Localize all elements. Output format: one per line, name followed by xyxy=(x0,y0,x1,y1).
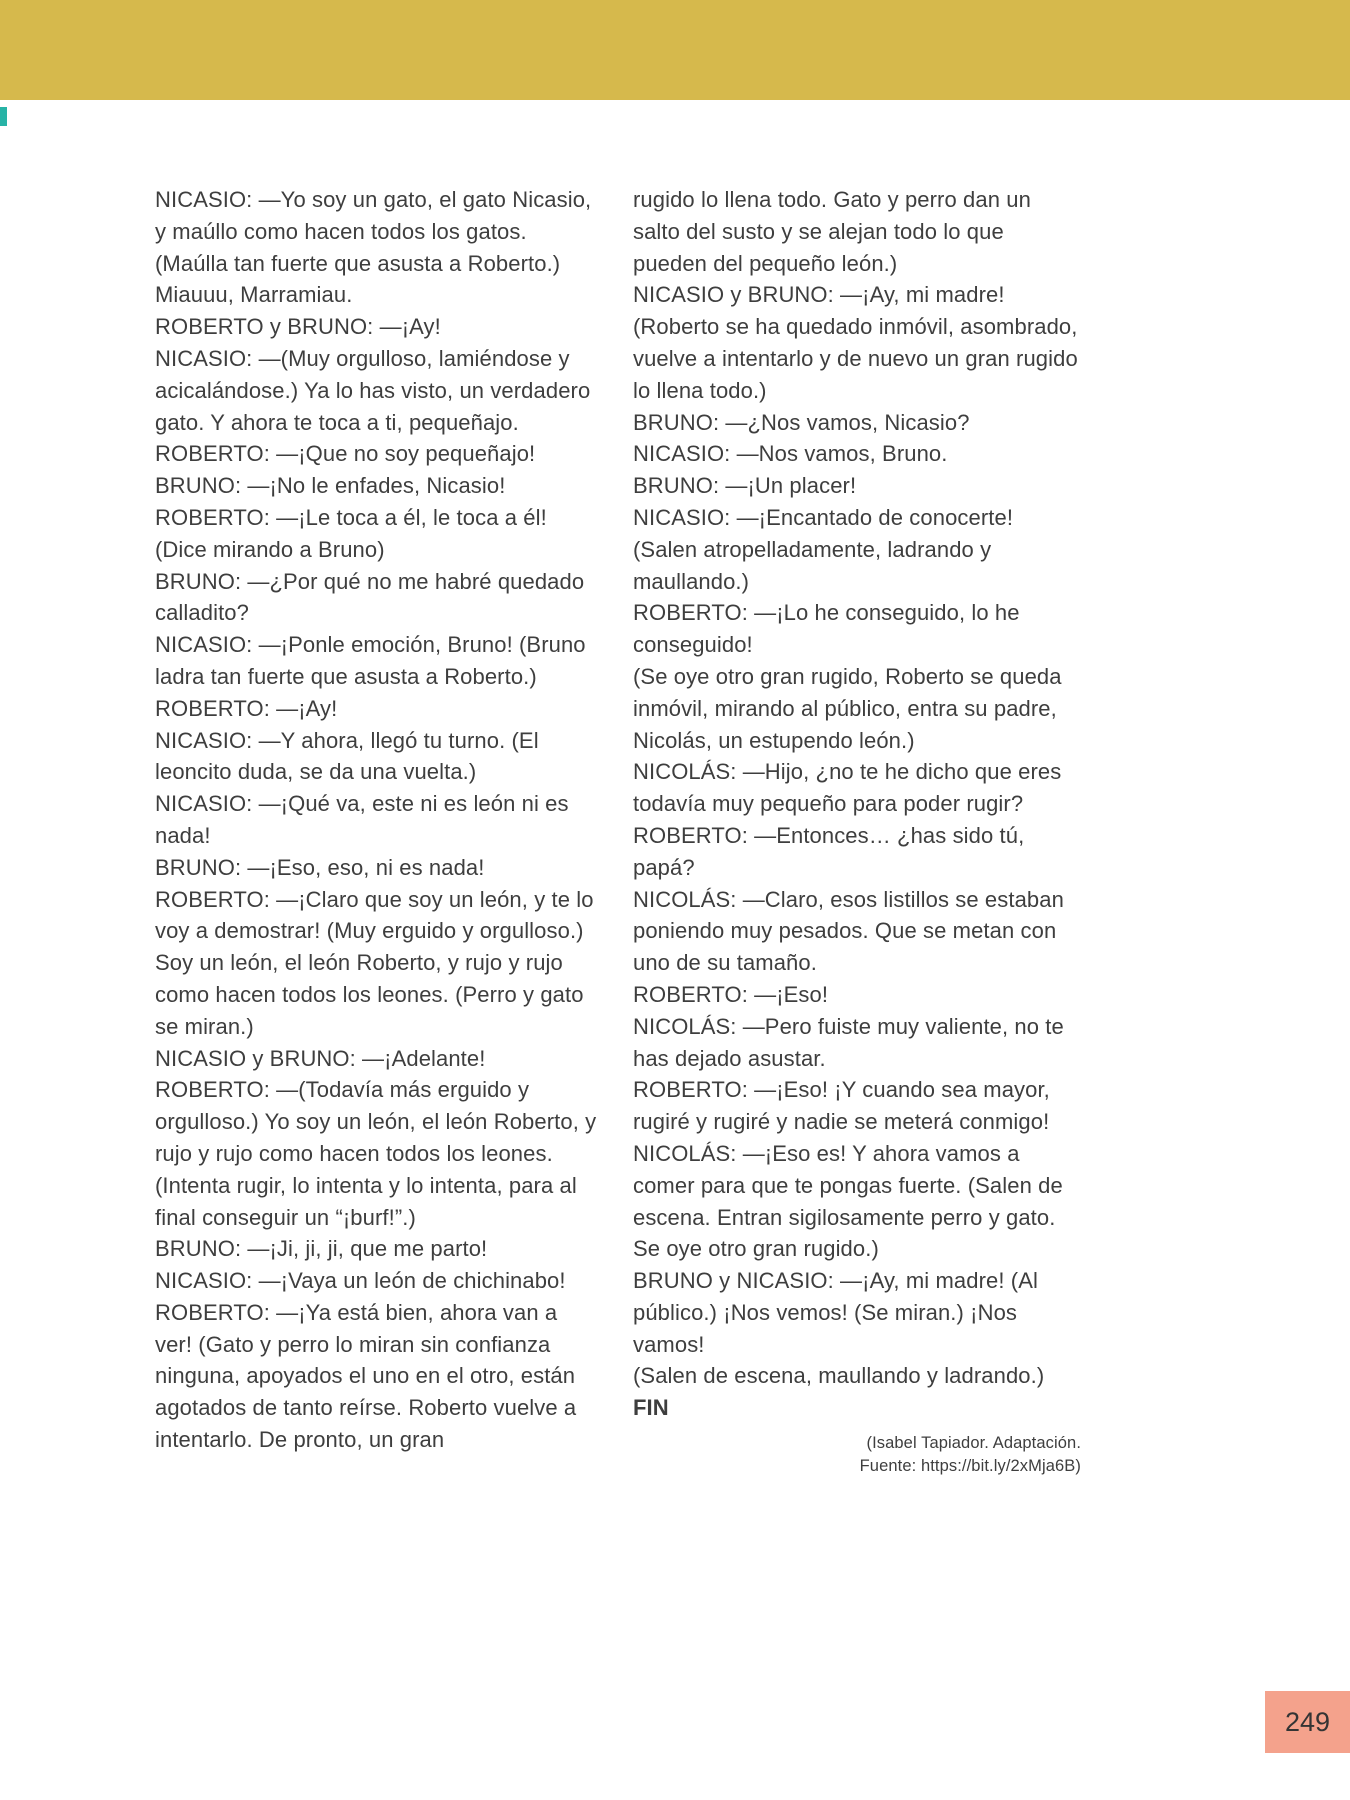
script-column-left xyxy=(155,184,598,1456)
script-paragraph: NICASIO: —¡Ponle emoción, Bruno! (Bruno ladra tan fuerte que asusta a Roberto.) xyxy=(155,632,586,689)
attribution xyxy=(633,1432,1081,1478)
script-paragraph: BRUNO: —¡Ji, ji, ji, que me parto! xyxy=(155,1236,488,1262)
script-paragraph: NICASIO: —(Muy orgulloso, lamiéndose y acicalándose.) Ya lo has visto, un verdadero gato. Y ahora te toca a ti, pequeñajo. xyxy=(155,345,591,435)
script-paragraph: NICOLÁS: —Pero fuiste muy valiente, no te has dejado asustar. xyxy=(633,1013,1064,1071)
script-paragraph: ROBERTO: —¡Ay! xyxy=(155,695,338,721)
script-paragraph: ROBERTO: —¡Eso! xyxy=(633,981,829,1007)
script-paragraph: NICASIO: —¡Vaya un león de chichinabo! xyxy=(155,1268,566,1294)
script-paragraph: ROBERTO: —¡Ya está bien, ahora van a ver! (Gato y perro lo miran sin confianza ninguna, apoyados el uno en el otro, están agotados de tanto reírse. Roberto vuelve a intentarlo. De pronto, un gran xyxy=(155,1299,577,1453)
script-paragraph: ROBERTO: —¡Lo he conseguido, lo he conseguido! xyxy=(633,600,1020,658)
script-paragraph: BRUNO: —¿Por qué no me habré quedado calladito? xyxy=(155,568,585,626)
script-paragraph: NICOLÁS: —Claro, esos listillos se estaban poniendo muy pesados. Que se metan con uno de su tamaño. xyxy=(633,886,1064,976)
script-paragraph: NICASIO y BRUNO: —¡Ay, mi madre! (Roberto se ha quedado inmóvil, asombrado, vuelve a intentarlo y de nuevo un gran rugido lo llena todo.) xyxy=(633,282,1078,403)
attribution-line-1: (Isabel Tapiador. Adaptación. xyxy=(866,1434,1081,1453)
script-paragraph: NICASIO: —Yo soy un gato, el gato Nicasio, y maúllo como hacen todos los gatos. (Maúlla tan fuerte que asusta a Roberto.) Miauuu, Marramiau. xyxy=(155,187,592,308)
script-paragraph: ROBERTO: —Entonces… ¿has sido tú, papá? xyxy=(633,822,1025,880)
script-paragraph: ROBERTO y BRUNO: —¡Ay! xyxy=(155,314,441,340)
script-paragraph: ROBERTO: —(Todavía más erguido y orgulloso.) Yo soy un león, el león Roberto, y rujo y rujo como hacen todos los leones. (Intenta rugir, lo intenta y lo intenta, para al final conseguir un “¡burf!”.) xyxy=(155,1077,597,1230)
script-paragraph: NICASIO: —Y ahora, llegó tu turno. (El leoncito duda, se da una vuelta.) xyxy=(155,727,539,785)
script-paragraph: BRUNO: —¡Un placer! xyxy=(633,473,857,499)
fin-label: FIN xyxy=(633,1395,669,1421)
teal-accent-mark xyxy=(0,107,7,126)
script-paragraph: (Se oye otro gran rugido, Roberto se queda inmóvil, mirando al público, entra su padre, Nicolás, un estupendo león.) xyxy=(633,663,1062,753)
script-paragraph: (Salen de escena, maullando y ladrando.) xyxy=(633,1363,1045,1389)
script-paragraph: ROBERTO: —¡Claro que soy un león, y te lo voy a demostrar! (Muy erguido y orgulloso.) Soy un león, el león Roberto, y rujo y rujo como hacen todos los leones. (Perro y gato se miran.) xyxy=(155,886,594,1039)
page-number: 249 xyxy=(1284,1706,1331,1737)
script-paragraph: rugido lo llena todo. Gato y perro dan un salto del susto y se alejan todo lo que pueden del pequeño león.) xyxy=(633,187,1031,276)
script-paragraph: ROBERTO: —¡Le toca a él, le toca a él! (Dice mirando a Bruno) xyxy=(155,504,547,562)
script-paragraph: NICOLÁS: —Hijo, ¿no te he dicho que eres todavía muy pequeño para poder rugir? xyxy=(633,759,1062,817)
script-paragraph: ROBERTO: —¡Eso! ¡Y cuando sea mayor, rugiré y rugiré y nadie se meterá conmigo! xyxy=(633,1077,1050,1135)
script-paragraph: NICASIO: —¡Encantado de conocerte! (Salen atropelladamente, ladrando y maullando.) xyxy=(633,504,1014,594)
attribution-line-2: Fuente: https://bit.ly/2xMja6B) xyxy=(859,1457,1081,1476)
script-paragraph: NICASIO: —Nos vamos, Bruno. xyxy=(633,441,948,467)
script-column-right xyxy=(633,184,1081,1478)
page-number-badge xyxy=(1265,1691,1350,1753)
top-color-band xyxy=(0,0,1350,100)
script-paragraph: BRUNO y NICASIO: —¡Ay, mi madre! (Al público.) ¡Nos vemos! (Se miran.) ¡Nos vamos! xyxy=(633,1268,1038,1357)
script-paragraph: NICASIO y BRUNO: —¡Adelante! xyxy=(155,1045,486,1071)
script-paragraph: BRUNO: —¿Nos vamos, Nicasio? xyxy=(633,409,970,435)
script-paragraph: NICASIO: —¡Qué va, este ni es león ni es nada! xyxy=(155,791,569,848)
script-paragraph: BRUNO: —¡Eso, eso, ni es nada! xyxy=(155,854,485,880)
script-paragraph: NICOLÁS: —¡Eso es! Y ahora vamos a comer para que te pongas fuerte. (Salen de escena. Entran sigilosamente perro y gato. Se oye otro gran rugido.) xyxy=(633,1140,1063,1262)
script-column-right-paragraphs xyxy=(633,184,1081,1392)
script-paragraph: BRUNO: —¡No le enfades, Nicasio! xyxy=(155,473,506,499)
script-paragraph: ROBERTO: —¡Que no soy pequeñajo! xyxy=(155,441,536,467)
